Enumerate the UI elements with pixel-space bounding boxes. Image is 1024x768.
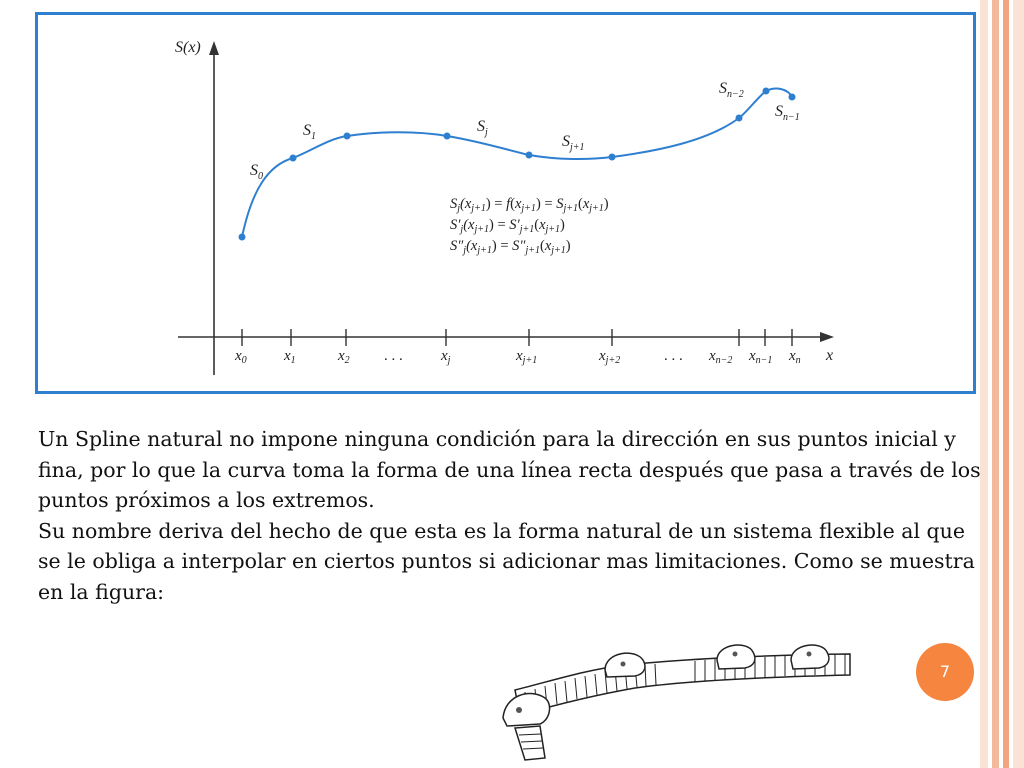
spline-curve — [242, 89, 792, 237]
y-axis-label: S(x) — [175, 39, 201, 56]
decor-stripe-2 — [992, 0, 999, 768]
tick-xn1: $x_{n-1}$ — [749, 348, 773, 366]
continuity-equations — [450, 196, 609, 256]
tick-xj: $x_j$ — [441, 348, 451, 366]
tick-xn2: $x_{n-2}$ — [709, 348, 733, 366]
tick-x1: $x_1$ — [284, 348, 296, 366]
body-text — [38, 424, 993, 607]
segment-label-s0: $S_0$ — [250, 162, 263, 182]
flexible-spline-with-weights-icon — [495, 640, 860, 768]
segment-label-s1: $S_1$ — [303, 122, 316, 142]
equation-3: $S''_j(x_{j+1}) = S''_{j+1}(x_{j+1})$ — [450, 238, 571, 256]
spline-diagram — [38, 15, 976, 394]
segment-label-sn1: $S_{n-1}$ — [775, 103, 800, 123]
tick-xn: $x_n$ — [789, 348, 801, 366]
paragraph-natural-spline: Un Spline natural no impone ninguna condición para la dirección en sus puntos inicial y fina, por lo que la curva toma la forma de una línea recta después que pasa a través de los puntos próximos a los extremos. — [38, 427, 981, 512]
x-axis-arrow-icon — [820, 332, 834, 342]
tick-x0: $x_0$ — [235, 348, 247, 366]
tick-xj2: $x_{j+2}$ — [599, 348, 621, 366]
segment-label-sj1: $S_{j+1}$ — [562, 133, 585, 153]
slide-number-badge: 7 — [916, 643, 974, 701]
decor-stripe-3 — [1003, 0, 1009, 768]
decor-stripe-1 — [980, 0, 988, 768]
y-axis-arrow-icon — [209, 41, 219, 55]
segment-label-sj: $S_j$ — [477, 118, 488, 138]
spline-figure — [35, 12, 976, 394]
decor-stripe-4 — [1013, 0, 1024, 768]
tick-ellipsis-2: . . . — [664, 348, 683, 364]
equation-2: $S'_j(x_{j+1}) = S'_{j+1}(x_{j+1})$ — [450, 217, 565, 235]
segment-label-sn2: $S_{n-2}$ — [719, 80, 744, 100]
x-axis-label: x — [826, 347, 834, 364]
paragraph-name-origin: Su nombre deriva del hecho de que esta es la forma natural de un sistema flexible al que se le obliga a interpolar en ciertos puntos si adicionar mas limitaciones. Como se muestra en la figura: — [38, 518, 975, 604]
equation-1: $S_j(x_{j+1}) = f(x_{j+1}) = S_{j+1}(x_{j+1})$ — [450, 196, 609, 214]
tick-x2: $x_2$ — [338, 348, 350, 366]
tick-xj1: $x_{j+1}$ — [516, 348, 538, 366]
tick-ellipsis-1: . . . — [384, 348, 403, 364]
